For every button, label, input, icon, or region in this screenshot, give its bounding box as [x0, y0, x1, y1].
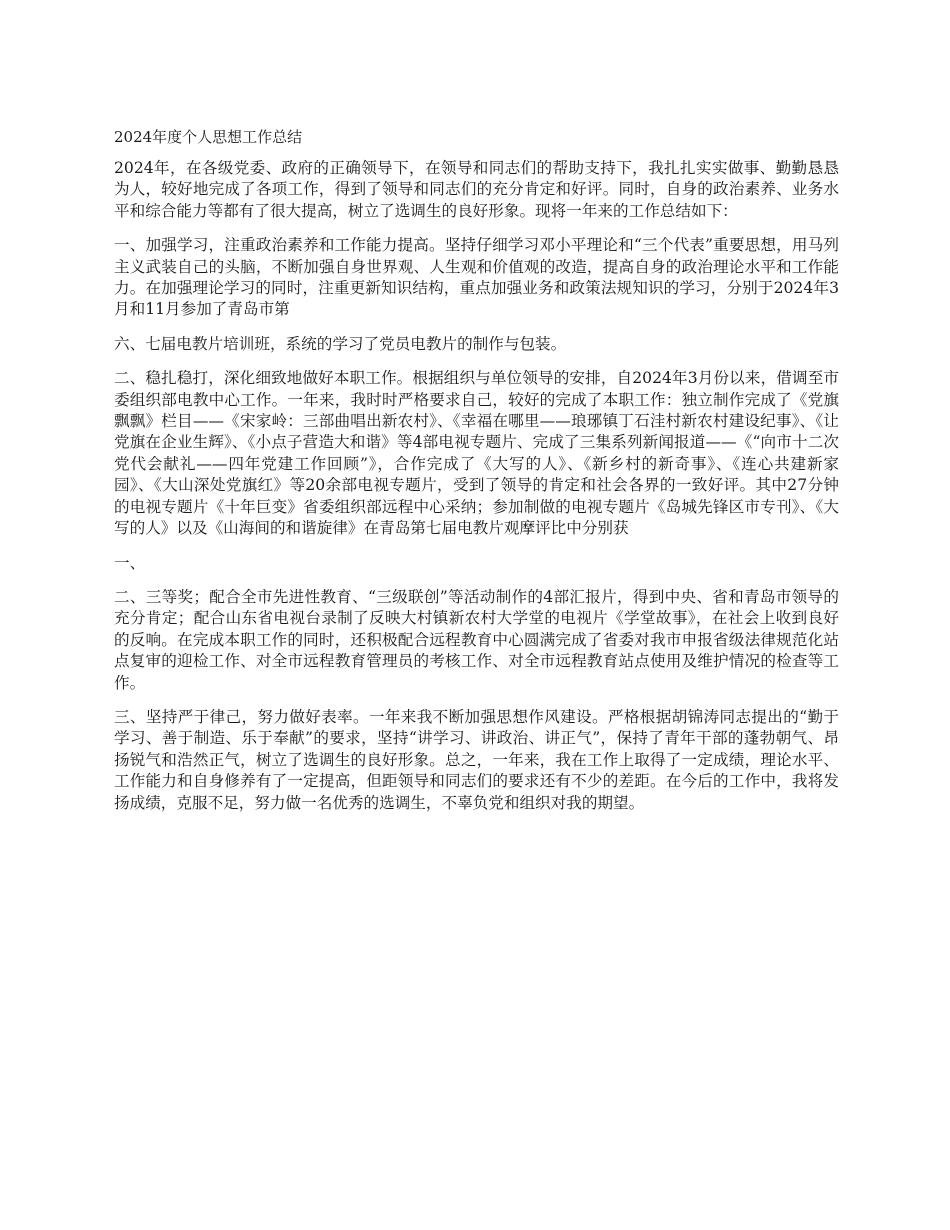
paragraph-duties: 二、稳扎稳打，深化细致地做好本职工作。根据组织与单位领导的安排，自2024年3月份以来，借调至市委组织部电教中心工作。一年来，我时时严格要求自己，较好的完成了本职工作：独立制作完成了《党旗飘飘》栏目——《宋家岭：三部曲唱出新农村》、《幸福在哪里——琅琊镇丁石洼村新农村建设纪事》、《让党旗在企业生辉》、《小点子营造大和谐》等4部电视专题片、完成了三集系列新闻报道——《“向市十二次党代会献礼——四年党建工作回顾”》，合作完成了《大写的人》、《新乡村的新奇事》、《连心共建新家园》、《大山深处党旗红》等20余部电视专题片，受到了领导的肯定和社会各界的一致好评。其中27分钟的电视专题片《十年巨变》省委组织部远程中心采纳；参加制做的电视专题片《岛城先锋区市专刊》、《大写的人》以及《山海间的和谐旋律》在青岛第七届电教片观摩评比中分别获 [114, 369, 839, 538]
paragraph-training: 六、七届电教片培训班，系统的学习了党员电教片的制作与包装。 [114, 334, 567, 353]
paragraph-awards: 二、三等奖；配合全市先进性教育、“三级联创”等活动制作的4部汇报片，得到中央、省和青岛市领导的充分肯定；配合山东省电视台录制了反映大村镇新农村大学堂的电视片《学堂故事》，在社会上收到良好的反响。在完成本职工作的同时，还积极配合远程教育中心圆满完成了省委对我市申报省级法律规范化站点复审的迎检工作、对全市远程教育管理员的考核工作、对全市远程教育站点使用及维护情况的检查等工作。 [114, 587, 839, 692]
paragraph-discipline: 三、坚持严于律己，努力做好表率。一年来我不断加强思想作风建设。严格根据胡锦涛同志提出的“勤于学习、善于制造、乐于奉献”的要求，坚持“讲学习、讲政治、讲正气”，保持了青年干部的蓬勃朝气、昂扬锐气和浩然正气，树立了选调生的良好形象。总之，一年来，我在工作上取得了一定成绩，理论水平、工作能力和自身修养有了一定提高，但距领导和同志们的要求还有不少的差距。在今后的工作中，我将发扬成绩，克服不足，努力做一名优秀的选调生，不辜负党和组织对我的期望。 [114, 707, 839, 812]
document-page [114, 126, 839, 827]
paragraph-study: 一、加强学习，注重政治素养和工作能力提高。坚持仔细学习邓小平理论和“三个代表”重要思想，用马列主义武装自己的头脑，不断加强自身世界观、人生观和价值观的改造，提高自身的政治理论水平和工作能力。在加强理论学习的同时，注重更新知识结构，重点加强业务和政策法规知识的学习，分别于2024年3月和11月参加了青岛市第 [114, 236, 839, 319]
paragraph-first-prize: 一、 [114, 553, 146, 572]
paragraph-intro: 2024年，在各级党委、政府的正确领导下，在领导和同志们的帮助支持下，我扎扎实实做事、勤勤恳恳为人，较好地完成了各项工作，得到了领导和同志们的充分肯定和好评。同时，自身的政治素养、业务水平和综合能力等都有了很大提高，树立了选调生的良好形象。现将一年来的工作总结如下： [114, 159, 839, 220]
document-title: 2024年度个人思想工作总结 [114, 128, 303, 146]
